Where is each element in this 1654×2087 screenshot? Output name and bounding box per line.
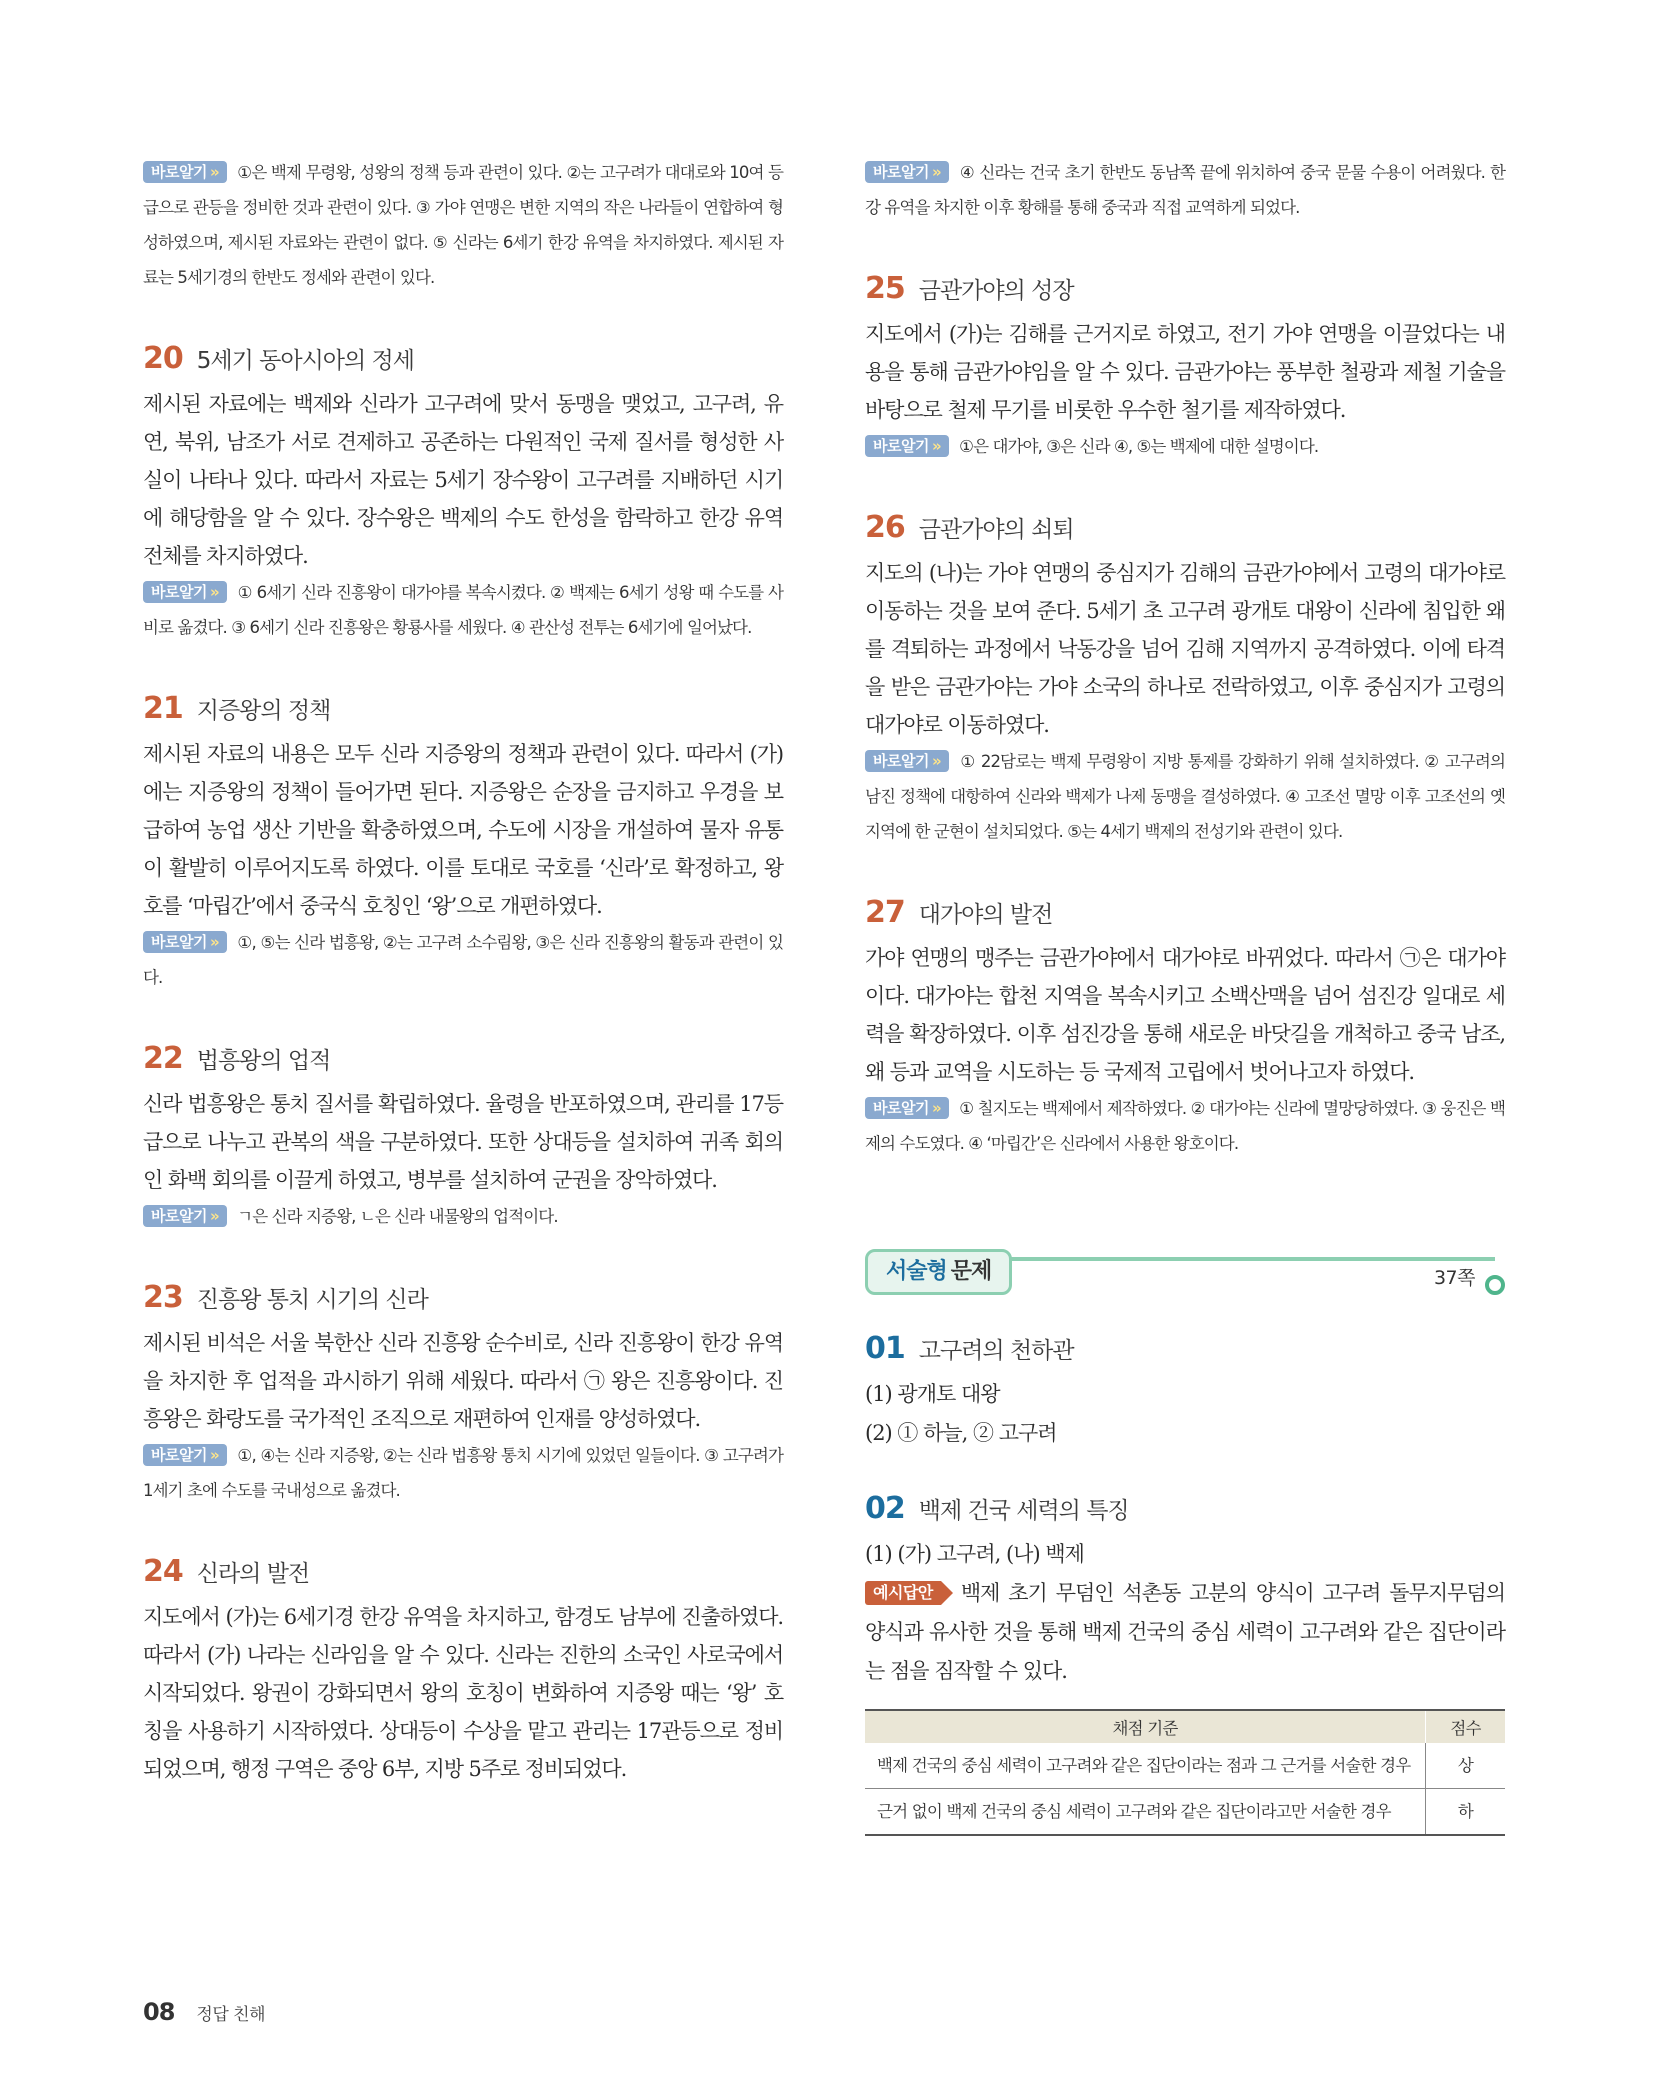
question-title: 대가야의 발전 xyxy=(918,902,1053,928)
answer-note: 바로알기 » ①, ⑤는 신라 법흥왕, ②는 고구려 소수림왕, ③은 신라 진흥왕의 활동과 관련이 있다. xyxy=(143,933,783,987)
answer-note: 바로알기 » ①은 백제 무령왕, 성왕의 정책 등과 관련이 있다. ②는 고구려가 대대로와 10여 등급으로 관등을 정비한 것과 관련이 있다. ③ 가야 연맹은 변한 지역의 작은 나라들이 연합하여 형성하였으며, 제시된 자료와는 관련이 없다. ⑤ 신라는 6세기 한강 유역을 차지하였다. 제시된 자료는 5세기경의 한반도 정세와 관련이 있다. xyxy=(143,163,783,287)
explanation-text: 제시된 자료의 내용은 모두 신라 지증왕의 정책과 관련이 있다. 따라서 (가)에는 지증왕의 정책이 들어가면 된다. 지증왕은 순장을 금지하고 우경을 보급하여 농업 생산 기반을 확충하였으며, 수도에 시장을 개설하여 물자 유통이 활발히 이루어지도록 하였다. 이를 토대로 국호를 ‘신라’로 확정하고, 왕호를 ‘마립간’에서 중국식 호칭인 ‘왕’으로 개편하였다. xyxy=(143,742,783,918)
question-21 xyxy=(143,689,783,995)
note-badge: 바로알기 » xyxy=(865,750,949,772)
criterion-cell: 백제 건국의 중심 세력이 고구려와 같은 집단이라는 점과 그 근거를 서술한 경우 xyxy=(865,1743,1426,1789)
table-header-score: 점수 xyxy=(1426,1710,1506,1743)
answer-line: (1) 광개토 대왕 xyxy=(865,1382,1000,1406)
answer-note: 바로알기 » ①은 대가야, ③은 신라 ④, ⑤는 백제에 대한 설명이다. xyxy=(865,429,1505,464)
table-header-criterion: 채점 기준 xyxy=(865,1710,1426,1743)
question-27 xyxy=(865,893,1505,1161)
example-badge: 예시답안 xyxy=(865,1581,941,1605)
explanation-text: 제시된 자료에는 백제와 신라가 고구려에 맞서 동맹을 맺었고, 고구려, 유연, 북위, 남조가 서로 견제하고 공존하는 다원적인 국제 질서를 형성한 사실이 나타나 있다. 따라서 자료는 5세기 장수왕이 고구려를 지배하던 시기에 해당함을 알 수 있다. 장수왕은 백제의 수도 한성을 함락하고 한강 유역 전체를 차지하였다. xyxy=(143,392,783,568)
question-number: 01 xyxy=(865,1331,905,1366)
question-number: 27 xyxy=(865,895,905,930)
ring-icon xyxy=(1485,1275,1505,1295)
question-title: 법흥왕의 업적 xyxy=(196,1048,331,1074)
note-badge: 바로알기 » xyxy=(865,435,949,457)
answer-note: 바로알기 » ① 칠지도는 백제에서 제작하였다. ② 대가야는 신라에 멸망당하였다. ③ 웅진은 백제의 수도였다. ④ ‘마립간’은 신라에서 사용한 왕호이다. xyxy=(865,1099,1505,1153)
question-title: 고구려의 천하관 xyxy=(918,1338,1074,1364)
question-title: 백제 건국 세력의 특징 xyxy=(918,1498,1129,1524)
question-22 xyxy=(143,1039,783,1234)
question-title: 금관가야의 쇠퇴 xyxy=(918,517,1074,543)
explanation-text: 지도의 (나)는 가야 연맹의 중심지가 김해의 금관가야에서 고령의 대가야로 이동하는 것을 보여 준다. 5세기 초 고구려 광개토 대왕이 신라에 침입한 왜를 격퇴하는 과정에서 낙동강을 넘어 김해 지역까지 공격하였다. 이에 타격을 받은 금관가야는 가야 소국의 하나로 전락하였고, 이후 중심지가 고령의 대가야로 이동하였다. xyxy=(865,561,1505,737)
question-number: 26 xyxy=(865,510,905,545)
score-cell: 하 xyxy=(1426,1789,1506,1836)
page-number: 08 xyxy=(143,1998,175,2026)
answer-note: 바로알기 » ④ 신라는 건국 초기 한반도 동남쪽 끝에 위치하여 중국 문물 수용이 어려웠다. 한강 유역을 차지한 이후 황해를 통해 중국과 직접 교역하게 되었다. xyxy=(865,163,1505,217)
explanation-text: 제시된 비석은 서울 북한산 신라 진흥왕 순수비로, 신라 진흥왕이 한강 유역을 차지한 후 업적을 과시하기 위해 세웠다. 따라서 ㉠ 왕은 진흥왕이다. 진흥왕은 화랑도를 국가적인 조직으로 재편하여 인재를 양성하였다. xyxy=(143,1331,783,1431)
answer-note: 바로알기 » ① 6세기 신라 진흥왕이 대가야를 복속시켰다. ② 백제는 6세기 성왕 때 수도를 사비로 옮겼다. ③ 6세기 신라 진흥왕은 황룡사를 세웠다. ④ 관산성 전투는 6세기에 일어났다. xyxy=(143,583,783,637)
left-column xyxy=(143,155,783,1788)
question-number: 24 xyxy=(143,1554,183,1589)
question-23 xyxy=(143,1278,783,1508)
note-badge: 바로알기 » xyxy=(143,1205,227,1227)
note-badge: 바로알기 » xyxy=(143,581,227,603)
header-rule xyxy=(985,1257,1495,1261)
question-title: 5세기 동아시아의 정세 xyxy=(196,348,414,374)
table-row xyxy=(865,1743,1505,1789)
question-24 xyxy=(143,1552,783,1788)
note-badge: 바로알기 » xyxy=(143,1444,227,1466)
note-badge: 바로알기 » xyxy=(865,1097,949,1119)
criterion-cell: 근거 없이 백제 건국의 중심 세력이 고구려와 같은 집단이라고만 서술한 경우 xyxy=(865,1789,1426,1836)
question-number: 20 xyxy=(143,341,183,376)
right-column xyxy=(865,155,1505,1836)
page-footer xyxy=(143,1998,265,2026)
question-number: 21 xyxy=(143,691,183,726)
table-row xyxy=(865,1789,1505,1836)
page-reference: 37쪽 xyxy=(1433,1267,1475,1289)
question-25 xyxy=(865,269,1505,464)
grading-table xyxy=(865,1709,1505,1836)
question-20 xyxy=(143,339,783,645)
explanation-text: 가야 연맹의 맹주는 금관가야에서 대가야로 바뀌었다. 따라서 ㉠은 대가야이다. 대가야는 합천 지역을 복속시키고 소백산맥을 넘어 섬진강 일대로 세력을 확장하였다. 이후 섬진강을 통해 새로운 바닷길을 개척하고 중국 남조, 왜 등과 교역을 시도하는 등 국제적 고립에서 벗어나고자 하였다. xyxy=(865,946,1505,1084)
question-26 xyxy=(865,508,1505,849)
score-cell: 상 xyxy=(1426,1743,1506,1789)
descriptive-section-header xyxy=(865,1249,1505,1293)
question-title: 금관가야의 성장 xyxy=(918,278,1074,304)
footer-label: 정답 친해 xyxy=(196,2005,265,2025)
explanation-text: 신라 법흥왕은 통치 질서를 확립하였다. 율령을 반포하였으며, 관리를 17등급으로 나누고 관복의 색을 구분하였다. 또한 상대등을 설치하여 귀족 회의인 화백 회의를 이끌게 하였고, 병부를 설치하여 군권을 장악하였다. xyxy=(143,1092,783,1192)
question-title: 진흥왕 통치 시기의 신라 xyxy=(196,1287,428,1313)
explanation-text: 지도에서 (가)는 6세기경 한강 유역을 차지하고, 함경도 남부에 진출하였다. 따라서 (가) 나라는 신라임을 알 수 있다. 신라는 진한의 소국인 사로국에서 시작되었다. 왕권이 강화되면서 왕의 호칭이 변화하여 지증왕 때는 ‘왕’ 호칭을 사용하기 시작하였다. 상대등이 수상을 맡고 관리는 17관등으로 정비되었으며, 행정 구역은 중앙 6부, 지방 5주로 정비되었다. xyxy=(143,1605,783,1781)
note-badge: 바로알기 » xyxy=(143,161,227,183)
question-number: 23 xyxy=(143,1280,183,1315)
answer-note: 바로알기 » ㄱ은 신라 지증왕, ㄴ은 신라 내물왕의 업적이다. xyxy=(143,1199,783,1234)
question-number: 25 xyxy=(865,271,905,306)
question-number: 02 xyxy=(865,1491,905,1526)
question-number: 22 xyxy=(143,1041,183,1076)
question-title: 지증왕의 정책 xyxy=(196,698,331,724)
question-title: 신라의 발전 xyxy=(196,1561,310,1587)
note-badge: 바로알기 » xyxy=(143,931,227,953)
explanation-text: 지도에서 (가)는 김해를 근거지로 하였고, 전기 가야 연맹을 이끌었다는 내용을 통해 금관가야임을 알 수 있다. 금관가야는 풍부한 철광과 제철 기술을 바탕으로 철제 무기를 비롯한 우수한 철기를 제작하였다. xyxy=(865,322,1505,422)
descriptive-question-01 xyxy=(865,1329,1505,1453)
answer-line: (2) ① 하늘, ② 고구려 xyxy=(865,1421,1057,1445)
answer-note: 바로알기 » ①, ④는 신라 지증왕, ②는 신라 법흥왕 통치 시기에 있었던 일들이다. ③ 고구려가 1세기 초에 수도를 국내성으로 옮겼다. xyxy=(143,1446,783,1500)
note-badge: 바로알기 » xyxy=(865,161,949,183)
descriptive-label: 서술형 문제 xyxy=(865,1249,1012,1295)
answer-line: (1) (가) 고구려, (나) 백제 xyxy=(865,1542,1084,1566)
example-answer: 예시답안 백제 초기 무덤인 석촌동 고분의 양식이 고구려 돌무지무덤의 양식과 유사한 것을 통해 백제 건국의 중심 세력이 고구려와 같은 집단이라는 점을 짐작할 수 있다. xyxy=(865,1581,1506,1683)
answer-note: 바로알기 » ① 22담로는 백제 무령왕이 지방 통제를 강화하기 위해 설치하였다. ② 고구려의 남진 정책에 대항하여 신라와 백제가 나제 동맹을 결성하였다. ④ 고조선 멸망 이후 고조선의 옛 지역에 한 군현이 설치되었다. ⑤는 4세기 백제의 전성기와 관련이 있다. xyxy=(865,752,1505,841)
descriptive-question-02 xyxy=(865,1489,1505,1836)
